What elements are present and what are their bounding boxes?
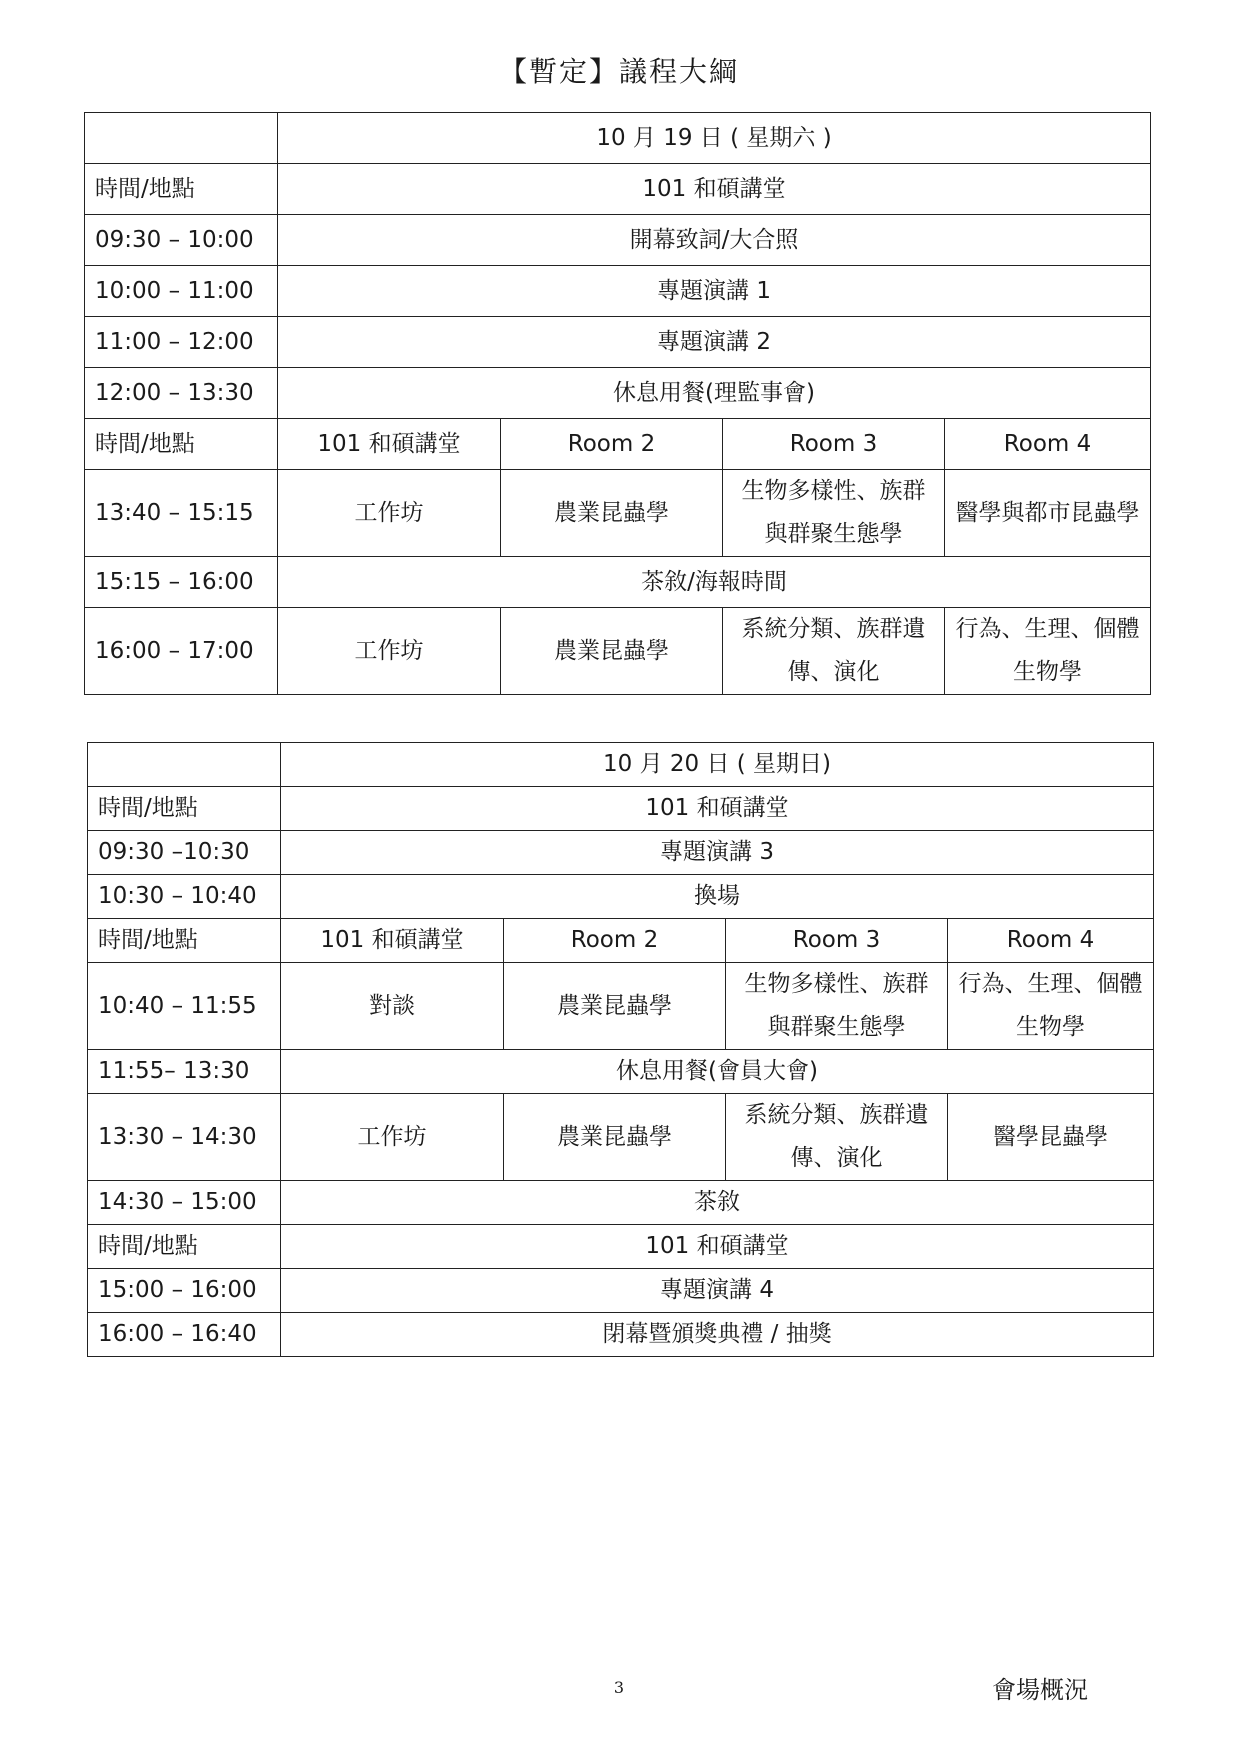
session-cell: 工作坊 <box>278 608 501 695</box>
event-cell: 專題演講 1 <box>278 266 1151 317</box>
event-cell: 專題演講 3 <box>281 831 1154 875</box>
room-header: 101 和碩講堂 <box>281 919 504 963</box>
event-cell: 休息用餐(理監事會) <box>278 368 1151 419</box>
event-cell: 茶敘 <box>281 1181 1154 1225</box>
session-cell: 生物多樣性、族群與群聚生態學 <box>723 470 945 557</box>
venue-cell: 101 和碩講堂 <box>281 1225 1154 1269</box>
date-cell: 10 月 19 日 ( 星期六 ) <box>278 113 1151 164</box>
table-row <box>88 875 1154 919</box>
session-row <box>88 963 1154 1050</box>
table-row <box>88 1181 1154 1225</box>
time-cell: 10:40 – 11:55 <box>88 963 281 1050</box>
time-cell: 15:15 – 16:00 <box>85 557 278 608</box>
session-cell: 行為、生理、個體生物學 <box>948 963 1154 1050</box>
table-row <box>88 1269 1154 1313</box>
time-cell: 10:00 – 11:00 <box>85 266 278 317</box>
time-cell: 09:30 – 10:00 <box>85 215 278 266</box>
time-cell: 09:30 –10:30 <box>88 831 281 875</box>
date-cell: 10 月 20 日 ( 星期日) <box>281 743 1154 787</box>
room-header: Room 3 <box>723 419 945 470</box>
agenda-table-day2 <box>87 742 1154 1357</box>
time-cell: 13:40 – 15:15 <box>85 470 278 557</box>
footer-label: 會場概況 <box>992 1676 1088 1704</box>
session-cell: 工作坊 <box>278 470 501 557</box>
event-cell: 閉幕暨頒獎典禮 / 抽獎 <box>281 1313 1154 1357</box>
session-cell: 對談 <box>281 963 504 1050</box>
time-venue-label: 時間/地點 <box>88 919 281 963</box>
time-cell: 11:55– 13:30 <box>88 1050 281 1094</box>
empty-cell <box>85 113 278 164</box>
table-row <box>85 368 1151 419</box>
venue-cell: 101 和碩講堂 <box>278 164 1151 215</box>
session-cell: 工作坊 <box>281 1094 504 1181</box>
agenda-table-day1 <box>84 112 1151 695</box>
time-cell: 16:00 – 16:40 <box>88 1313 281 1357</box>
table-row <box>85 215 1151 266</box>
page-number: 3 <box>613 1678 625 1697</box>
room-header: 101 和碩講堂 <box>278 419 501 470</box>
table-row <box>88 831 1154 875</box>
event-cell: 茶敘/海報時間 <box>278 557 1151 608</box>
room-header: Room 4 <box>945 419 1151 470</box>
empty-cell <box>88 743 281 787</box>
room-header: Room 4 <box>948 919 1154 963</box>
time-venue-label: 時間/地點 <box>88 787 281 831</box>
event-cell: 換場 <box>281 875 1154 919</box>
venue-row <box>85 164 1151 215</box>
venue-row <box>88 1225 1154 1269</box>
event-cell: 休息用餐(會員大會) <box>281 1050 1154 1094</box>
table-row <box>88 1313 1154 1357</box>
session-cell: 農業昆蟲學 <box>504 1094 726 1181</box>
table-row <box>88 1050 1154 1094</box>
time-cell: 12:00 – 13:30 <box>85 368 278 419</box>
event-cell: 專題演講 2 <box>278 317 1151 368</box>
rooms-row <box>85 419 1151 470</box>
venue-row <box>88 787 1154 831</box>
session-cell: 系統分類、族群遺傳、演化 <box>723 608 945 695</box>
session-row <box>88 1094 1154 1181</box>
rooms-row <box>88 919 1154 963</box>
date-row <box>88 743 1154 787</box>
room-header: Room 2 <box>501 419 723 470</box>
event-cell: 專題演講 4 <box>281 1269 1154 1313</box>
time-cell: 11:00 – 12:00 <box>85 317 278 368</box>
time-cell: 14:30 – 15:00 <box>88 1181 281 1225</box>
date-row <box>85 113 1151 164</box>
time-cell: 15:00 – 16:00 <box>88 1269 281 1313</box>
table-row <box>85 557 1151 608</box>
time-cell: 13:30 – 14:30 <box>88 1094 281 1181</box>
session-row <box>85 470 1151 557</box>
session-cell: 農業昆蟲學 <box>501 470 723 557</box>
session-cell: 生物多樣性、族群與群聚生態學 <box>726 963 948 1050</box>
time-cell: 16:00 – 17:00 <box>85 608 278 695</box>
page-title: 【暫定】議程大綱 <box>498 55 739 88</box>
time-venue-label: 時間/地點 <box>85 164 278 215</box>
session-row <box>85 608 1151 695</box>
event-cell: 開幕致詞/大合照 <box>278 215 1151 266</box>
session-cell: 醫學與都市昆蟲學 <box>945 470 1151 557</box>
room-header: Room 2 <box>504 919 726 963</box>
session-cell: 行為、生理、個體生物學 <box>945 608 1151 695</box>
room-header: Room 3 <box>726 919 948 963</box>
time-cell: 10:30 – 10:40 <box>88 875 281 919</box>
session-cell: 農業昆蟲學 <box>501 608 723 695</box>
venue-cell: 101 和碩講堂 <box>281 787 1154 831</box>
session-cell: 農業昆蟲學 <box>504 963 726 1050</box>
table-row <box>85 317 1151 368</box>
time-venue-label: 時間/地點 <box>88 1225 281 1269</box>
session-cell: 醫學昆蟲學 <box>948 1094 1154 1181</box>
session-cell: 系統分類、族群遺傳、演化 <box>726 1094 948 1181</box>
table-row <box>85 266 1151 317</box>
time-venue-label: 時間/地點 <box>85 419 278 470</box>
